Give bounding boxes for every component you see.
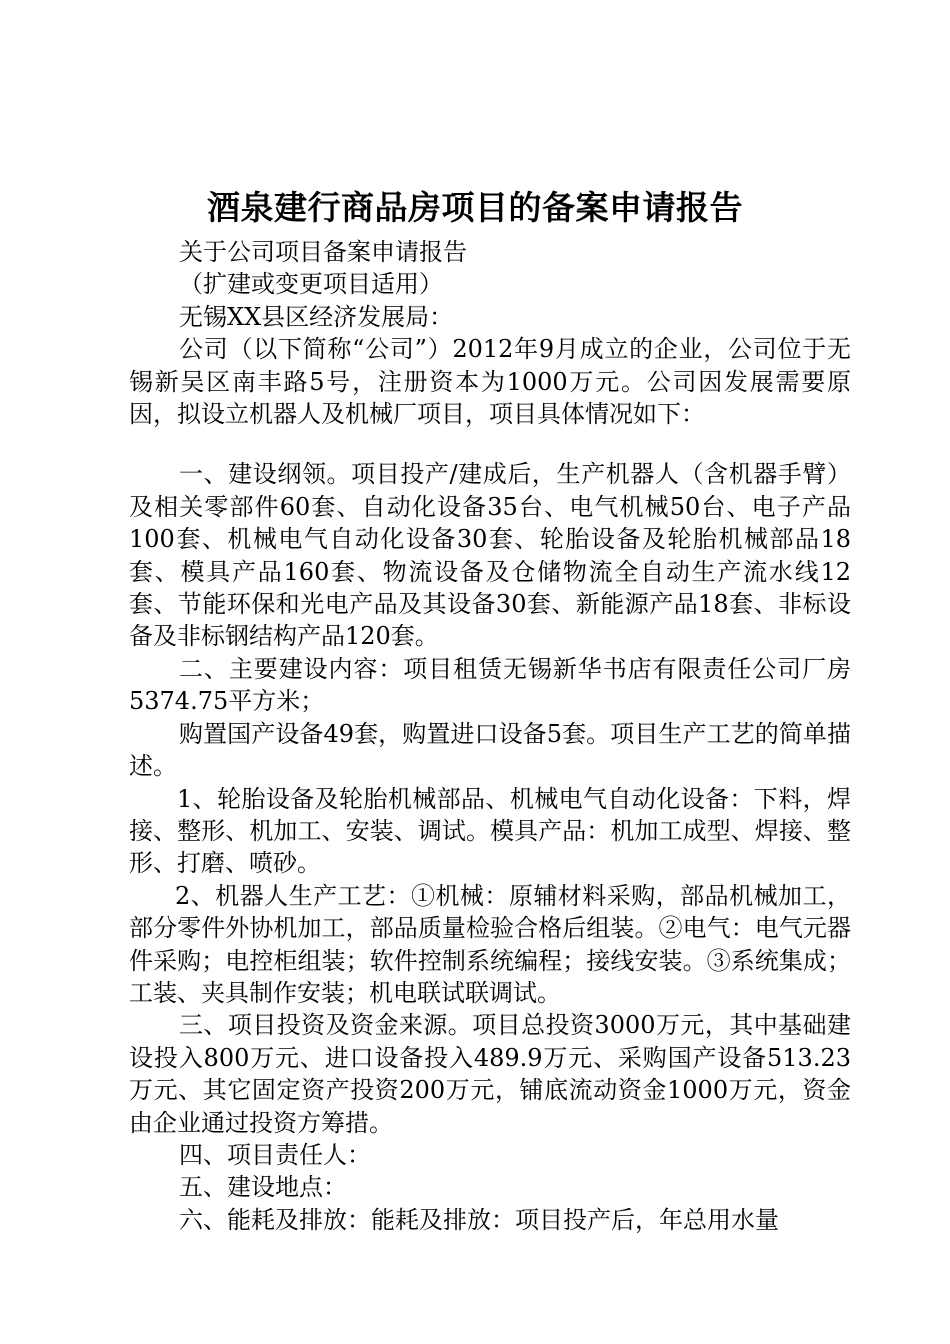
- paragraph-subject: 关于公司项目备案申请报告: [179, 238, 467, 266]
- paragraph-main-content: 二、主要建设内容：项目租赁无锡新华书店有限责任公司厂房5374.75平方米；: [129, 654, 851, 716]
- paragraph-construction-program: 一、建设纲领。项目投产/建成后，生产机器人（含机器手臂）及相关零部件60套、自动化设备35台、电气机械50台、电子产品100套、机械电气自动化设备30套、轮胎设备及轮胎机械部品18套、模具产品160套、物流设备及仓储物流全自动生产流水线12套、节能环保和光电产品及其设备30套、新能源产品18套、非标设备及非标钢结构产品120套。: [129, 460, 851, 651]
- paragraph-investment: 三、项目投资及资金来源。项目总投资3000万元，其中基础建设投入800万元、进口设备投入489.9万元、采购国产设备513.23万元、其它固定资产投资200万元，铺底流动资金1000万元，资金由企业通过投资方筹措。: [129, 1011, 851, 1137]
- paragraph-gap: [129, 430, 851, 458]
- paragraph-process-2: 2、机器人生产工艺：①机械：原辅材料采购，部品机械加工，部分零件外协机加工，部品质量检验合格后组装。②电气：电气元器件采购；电控柜组装；软件控制系统编程；接线安装。③系统集成；工装、夹具制作安装；机电联试联调试。: [129, 881, 851, 1007]
- paragraph-process-1: 1、轮胎设备及轮胎机械部品、机械电气自动化设备：下料，焊接、整形、机加工、安装、调试。模具产品：机加工成型、焊接、整形、打磨、喷砂。: [129, 784, 851, 878]
- paragraph-energy: 六、能耗及排放：能耗及排放：项目投产后，年总用水量: [179, 1205, 779, 1234]
- document-title: 酒泉建行商品房项目的备案申请报告: [207, 188, 743, 227]
- paragraph-location: 五、建设地点：: [179, 1173, 347, 1202]
- paragraph-company-intro: 公司（以下简称“公司”）2012年9月成立的企业，公司位于无锡新吴区南丰路5号，注册资本为1000万元。公司因发展需要原因，拟设立机器人及机械厂项目，项目具体情况如下：: [129, 335, 851, 429]
- paragraph-equipment: 购置国产设备49套，购置进口设备5套。项目生产工艺的简单描述。: [129, 719, 851, 781]
- paragraph-addressee: 无锡XX县区经济发展局：: [179, 302, 454, 331]
- document-body: [129, 236, 851, 1236]
- paragraph-responsible-person: 四、项目责任人：: [179, 1140, 371, 1169]
- paragraph-scope-note: （扩建或变更项目适用）: [179, 270, 443, 299]
